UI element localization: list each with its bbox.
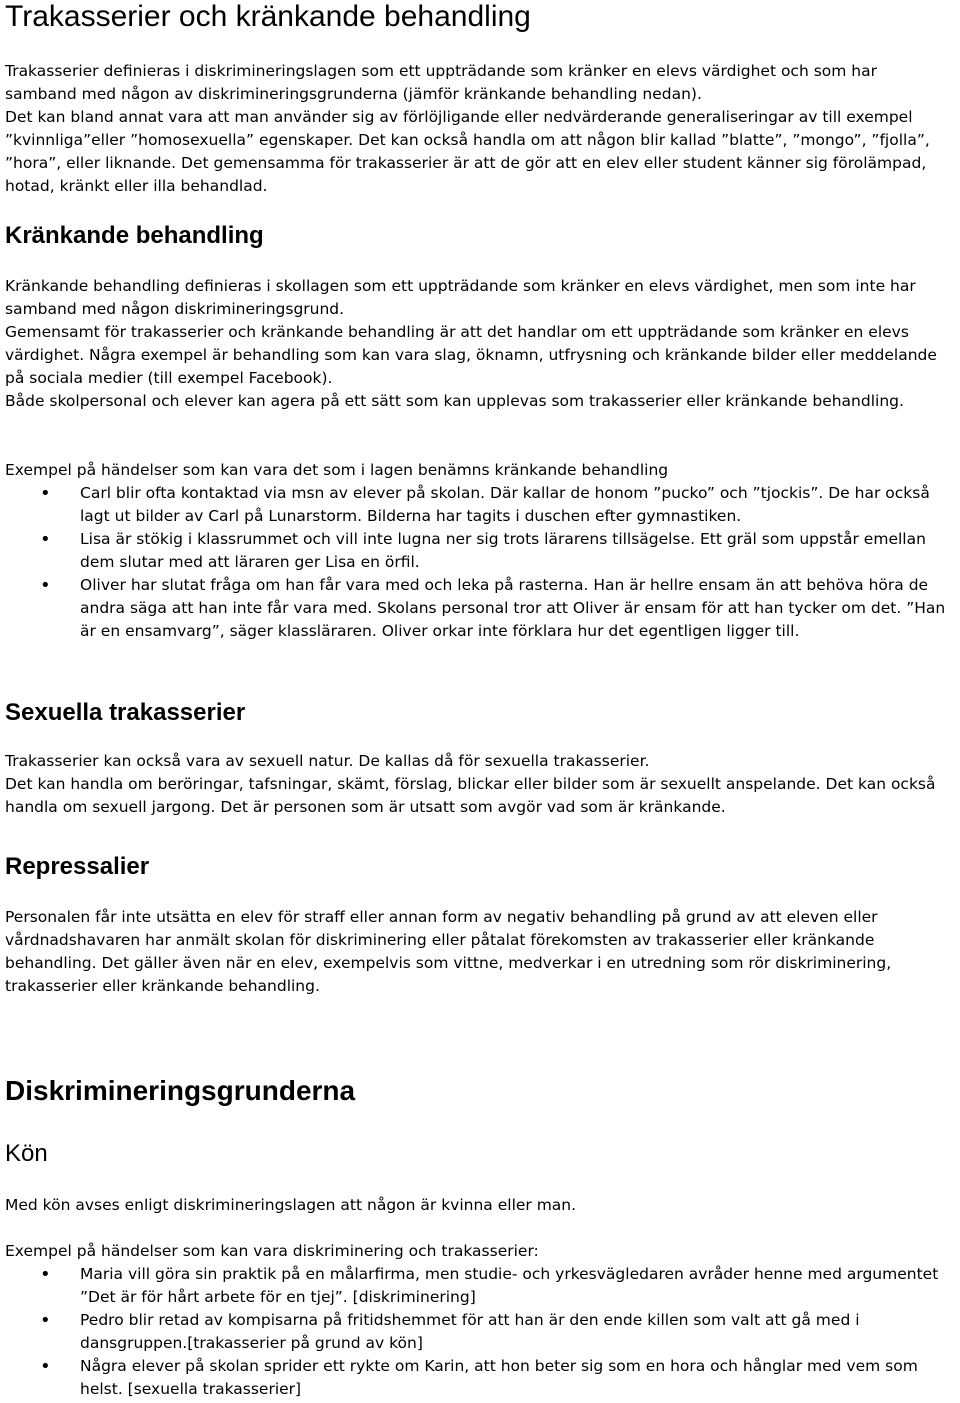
list-item: • Några elever på skolan sprider ett rykte om Karin, att hon beter sig som en hora och hånglar med vem som helst. [sexuella trakasserier] bbox=[5, 1355, 953, 1401]
grunder-heading: Diskrimineringsgrunderna bbox=[5, 1075, 356, 1106]
kon-examples-intro-text: Exempel på händelser som kan vara diskriminering och trakasserier: bbox=[5, 1242, 539, 1260]
intro-paragraph-1: Trakasserier definieras i diskrimineringslagen som ett uppträdande som kränker en elevs värdighet och som har samband med någon av diskrimineringsgrunderna (jämför kränkande behandling nedan). bbox=[5, 62, 877, 103]
kon-examples-intro bbox=[5, 1240, 953, 1263]
sexuella-heading: Sexuella trakasserier bbox=[5, 699, 246, 726]
sexuella-paragraph-2: Det kan handla om beröringar, tafsningar, skämt, förslag, blickar eller bilder som är sexuellt anspelande. Det kan också handla om sexuell jargong. Det är personen som är utsatt som avgör vad som är kränkande. bbox=[5, 775, 936, 816]
intro-section bbox=[5, 60, 953, 198]
list-item: • Carl blir ofta kontaktad via msn av elever på skolan. Där kallar de honom ”pucko” och ”tjockis”. De har också lagt ut bilder av Carl på Lunarstorm. Bilderna har tagits i duschen efter gymnastiken. bbox=[5, 482, 953, 528]
kon-examples-list bbox=[5, 1263, 953, 1401]
krankande-paragraph-2: Gemensamt för trakasserier och kränkande behandling är att det handlar om ett uppträdande som kränker en elevs värdighet. Några exempel är behandling som kan vara slag, öknamn, utfrysning och kränkande bilder eller meddelande på sociala medier (till exempel Facebook). bbox=[5, 323, 937, 387]
list-item: • Lisa är stökig i klassrummet och vill inte lugna ner sig trots lärarens tillsägelse. Ett gräl som uppstår emellan dem slutar med att läraren ger Lisa en örfil. bbox=[5, 528, 953, 574]
page-title: Trakasserier och kränkande behandling bbox=[5, 0, 531, 33]
intro-paragraph-2: Det kan bland annat vara att man använder sig av förlöjligande eller nedvärderande generaliseringar av till exempel ”kvinnliga”eller ”homosexuella” egenskaper. Det kan också handla om att någon blir kallad ”blatte”, ”mongo”, ”fjolla”, ”hora”, eller liknande. Det gemensamma för trakasserier är att de gör att en elev eller student känner sig förolämpad, hotad, kränkt eller illa behandlad. bbox=[5, 108, 930, 195]
krankande-section bbox=[5, 275, 953, 413]
list-item: • Oliver har slutat fråga om han får vara med och leka på rasterna. Han är hellre ensam än att behöva höra de andra säga att han inte får vara med. Skolans personal tror att Oliver är ensam för att han tycker om det. ”Han är en ensamvarg”, säger klassläraren. Oliver orkar inte förklara hur det egentligen ligger till. bbox=[5, 574, 953, 643]
repressalier-section bbox=[5, 906, 953, 998]
krankande-examples-intro bbox=[5, 459, 953, 482]
kon-section bbox=[5, 1194, 953, 1217]
examples-intro-text: Exempel på händelser som kan vara det som i lagen benämns kränkande behandling bbox=[5, 461, 669, 479]
krankande-paragraph-1: Kränkande behandling definieras i skollagen som ett uppträdande som kränker en elevs värdighet, men som inte har samband med någon diskrimineringsgrund. bbox=[5, 277, 916, 318]
krankande-examples-list bbox=[5, 482, 953, 643]
kon-paragraph-1: Med kön avses enligt diskrimineringslagen att någon är kvinna eller man. bbox=[5, 1196, 577, 1214]
sexuella-section bbox=[5, 750, 953, 819]
list-item: • Pedro blir retad av kompisarna på fritidshemmet för att han är den ende killen som valt att gå med i dansgruppen.[trakasserier på grund av kön] bbox=[5, 1309, 953, 1355]
krankande-paragraph-3: Både skolpersonal och elever kan agera på ett sätt som kan upplevas som trakasserier eller kränkande behandling. bbox=[5, 392, 904, 410]
repressalier-paragraph-1: Personalen får inte utsätta en elev för straff eller annan form av negativ behandling på grund av att eleven eller vårdnadshavaren har anmält skolan för diskriminering eller påtalat förekomsten av trakasserier eller kränkande behandling. Det gäller även när en elev, exempelvis som vittne, medverkar i en utredning som rör diskriminering, trakasserier eller kränkande behandling. bbox=[5, 908, 892, 995]
repressalier-heading: Repressalier bbox=[5, 853, 150, 880]
sexuella-paragraph-1: Trakasserier kan också vara av sexuell natur. De kallas då för sexuella trakasserier. bbox=[5, 752, 650, 770]
kon-heading: Kön bbox=[5, 1140, 48, 1167]
krankande-heading: Kränkande behandling bbox=[5, 222, 264, 249]
list-item: • Maria vill göra sin praktik på en målarfirma, men studie- och yrkesvägledaren avråder henne med argumentet ”Det är för hårt arbete för en tjej”. [diskriminering] bbox=[5, 1263, 953, 1309]
